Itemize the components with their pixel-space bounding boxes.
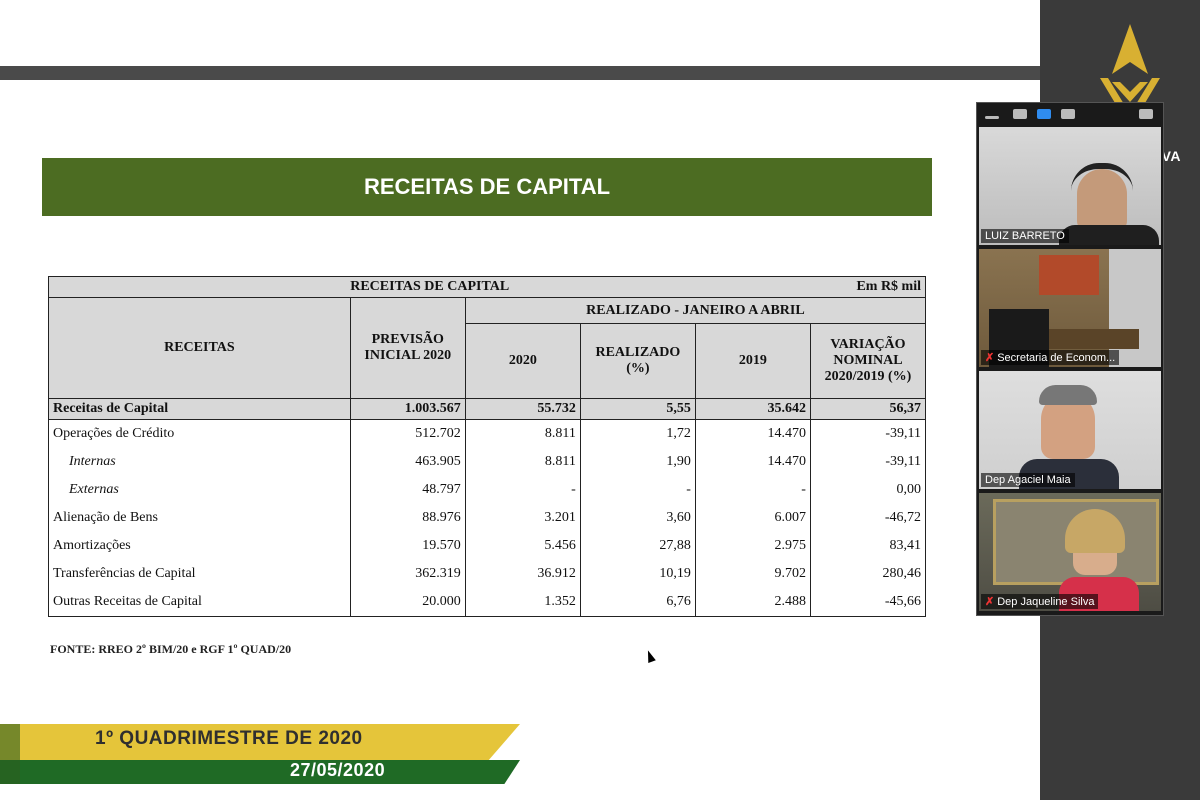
headset-icon [1071, 163, 1133, 191]
table-cell: Receitas de Capital [49, 399, 351, 420]
table-cell: 27,88 [580, 532, 695, 560]
office-desk [1049, 329, 1139, 349]
table-row [49, 588, 926, 617]
muted-mic-icon: ✗ [985, 352, 995, 364]
table-row [49, 504, 926, 532]
table-cell: - [465, 476, 580, 504]
video-tile-participant-3[interactable] [979, 371, 1161, 489]
table-cell: Amortizações [49, 532, 351, 560]
table-caption-row [49, 277, 926, 298]
table-cell: 55.732 [465, 399, 580, 420]
table-cell: 2.975 [695, 532, 810, 560]
table-cell: Transferências de Capital [49, 560, 351, 588]
wall-painting [1039, 255, 1099, 295]
table-cell: 8.811 [465, 420, 580, 449]
header-previsao: PREVISÃO INICIAL 2020 [350, 298, 465, 399]
header-receitas: RECEITAS [49, 298, 351, 399]
video-tile-participant-2[interactable] [979, 249, 1161, 367]
video-conference-panel [976, 102, 1164, 616]
table-cell: -45,66 [810, 588, 925, 617]
participant-body [1059, 225, 1159, 245]
header-2019: 2019 [695, 324, 810, 399]
table-row [49, 448, 926, 476]
slide-title-band [42, 158, 932, 216]
table-cell: 56,37 [810, 399, 925, 420]
table-cell: 1,72 [580, 420, 695, 449]
table-caption: RECEITAS DE CAPITAL [49, 277, 811, 298]
speaker-view-icon[interactable] [1037, 109, 1051, 119]
participant-name-label [981, 229, 1069, 243]
table-row [49, 532, 926, 560]
participant-hair [1039, 385, 1097, 405]
table-cell: 35.642 [695, 399, 810, 420]
table-cell: 36.912 [465, 560, 580, 588]
table-cell: Outras Receitas de Capital [49, 588, 351, 617]
table-row [49, 560, 926, 588]
table-unit: Em R$ mil [810, 277, 925, 298]
table-cell: 88.976 [350, 504, 465, 532]
capital-revenue-table [48, 276, 926, 617]
thumbnail-view-icon[interactable] [1013, 109, 1027, 119]
header-variacao: VARIAÇÃO NOMINAL 2020/2019 (%) [810, 324, 925, 399]
table-cell: -39,11 [810, 420, 925, 449]
table-cell: 5,55 [580, 399, 695, 420]
table-cell: 6.007 [695, 504, 810, 532]
table-cell: 2.488 [695, 588, 810, 617]
table-cell: Operações de Crédito [49, 420, 351, 449]
table-cell: 8.811 [465, 448, 580, 476]
table-total-row [49, 399, 926, 420]
banner-green-band [0, 760, 520, 784]
gallery-view-icon[interactable] [1061, 109, 1075, 119]
panel-toolbar [977, 103, 1163, 125]
table-cell: 280,46 [810, 560, 925, 588]
table-cell: 9.702 [695, 560, 810, 588]
minimize-icon[interactable] [985, 116, 999, 119]
table-row [49, 420, 926, 449]
video-tile-participant-1[interactable] [979, 127, 1161, 245]
video-tile-participant-4[interactable] [979, 493, 1161, 611]
table-cell: 463.905 [350, 448, 465, 476]
banner-title: 1º QUADRIMESTRE DE 2020 [95, 728, 363, 749]
exit-fullscreen-icon[interactable] [1139, 109, 1153, 119]
table-cell: 1.003.567 [350, 399, 465, 420]
table-cell: Externas [49, 476, 351, 504]
header-realizado-group: REALIZADO - JANEIRO A ABRIL [465, 298, 925, 324]
table-cell: Internas [49, 448, 351, 476]
table-cell: -39,11 [810, 448, 925, 476]
table-row [49, 476, 926, 504]
table-header-row-1 [49, 298, 926, 324]
table-cell: 3,60 [580, 504, 695, 532]
table-cell: 48.797 [350, 476, 465, 504]
participant-name-label [981, 350, 1119, 365]
header-realizado-pct: REALIZADO (%) [580, 324, 695, 399]
mouse-cursor-icon [644, 649, 656, 663]
table-cell: 362.319 [350, 560, 465, 588]
table-cell: 19.570 [350, 532, 465, 560]
table-cell: 3.201 [465, 504, 580, 532]
slide-title: RECEITAS DE CAPITAL [363, 174, 611, 199]
table-cell: 10,19 [580, 560, 695, 588]
table-cell: 1.352 [465, 588, 580, 617]
table-cell: - [695, 476, 810, 504]
participant-name: Secretaria de Econom... [997, 352, 1116, 364]
slide-top-bar [0, 66, 1040, 80]
banner-date: 27/05/2020 [290, 760, 386, 780]
source-note: FONTE: RREO 2º BIM/20 e RGF 1º QUAD/20 [50, 642, 292, 656]
participant-name: Dep Jaqueline Silva [997, 596, 1095, 608]
table-cell: 83,41 [810, 532, 925, 560]
table-cell: 512.702 [350, 420, 465, 449]
table-cell: 6,76 [580, 588, 695, 617]
table-cell: 0,00 [810, 476, 925, 504]
table-cell: 1,90 [580, 448, 695, 476]
table-cell: 14.470 [695, 420, 810, 449]
table-body [49, 420, 926, 617]
participant-name: Dep Agaciel Maia [985, 474, 1071, 486]
table-cell: Alienação de Bens [49, 504, 351, 532]
table-cell: - [580, 476, 695, 504]
table-cell: 5.456 [465, 532, 580, 560]
participant-name: LUIZ BARRETO [985, 230, 1065, 242]
participant-name-label [981, 473, 1075, 487]
participant-name-label [981, 594, 1098, 609]
table-cell: 14.470 [695, 448, 810, 476]
table-cell: -46,72 [810, 504, 925, 532]
header-2020: 2020 [465, 324, 580, 399]
muted-mic-icon: ✗ [985, 596, 995, 608]
banner-left-accent [0, 724, 20, 784]
table-cell: 20.000 [350, 588, 465, 617]
